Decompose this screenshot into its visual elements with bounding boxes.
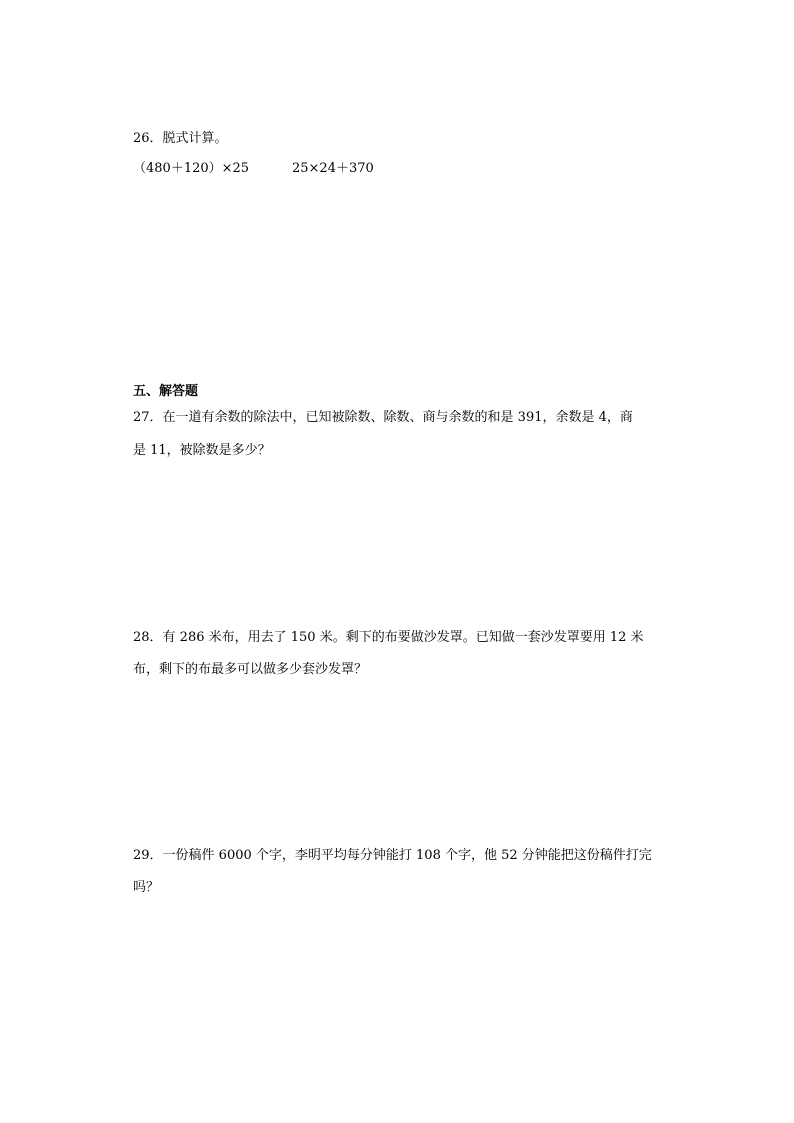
section-heading: 五、解答题 bbox=[133, 384, 199, 399]
question-29-text-line-2: 吗？ bbox=[133, 880, 160, 895]
question-28-text-line-1: 28．有 286 米布，用去了 150 米。剩下的布要做沙发罩。已知做一套沙发罩要用 12 米 bbox=[133, 630, 644, 645]
question-26-title: 26．脱式计算。 bbox=[133, 131, 228, 146]
question-27-text-line-2: 是 11，被除数是多少？ bbox=[133, 443, 271, 458]
question-28-text-line-2: 布，剩下的布最多可以做多少套沙发罩？ bbox=[133, 662, 368, 677]
question-29-text-line-1: 29．一份稿件 6000 个字，李明平均每分钟能打 108 个字，他 52 分钟能把这份稿件打完 bbox=[133, 848, 652, 863]
question-26-expression-2: 25×24＋370 bbox=[292, 161, 374, 176]
question-26-expression-1: （480＋120）×25 bbox=[133, 161, 250, 176]
question-27-text-line-1: 27．在一道有余数的除法中，已知被除数、除数、商与余数的和是 391，余数是 4，商 bbox=[133, 410, 633, 425]
